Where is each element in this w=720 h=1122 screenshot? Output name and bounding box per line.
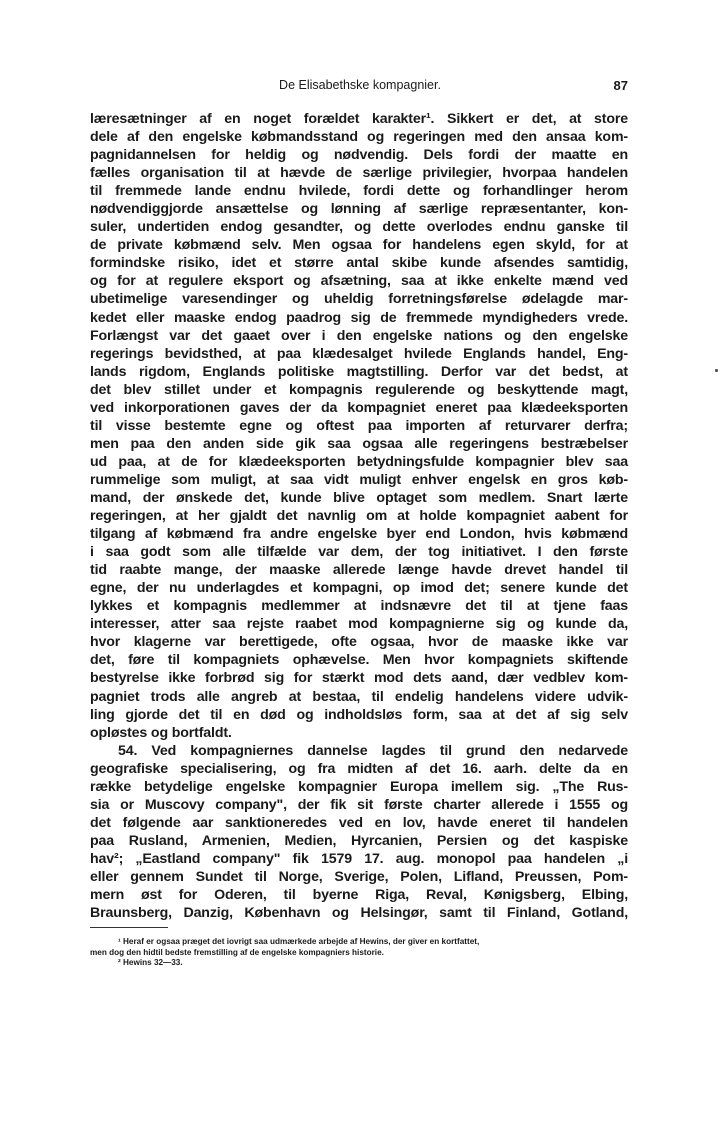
text-line: det, føre til kompagniets ophævelse. Men hvor kompagniets skiftende [90, 652, 628, 669]
text-line: mern øst for Oderen, til byerne Riga, Reval, Kønigsberg, Elbing, [90, 887, 628, 904]
text-line: paa Rusland, Armenien, Medien, Hyrcanien, Persien og det kaspiske [90, 832, 628, 849]
page-number: 87 [613, 78, 628, 93]
text-line: til fremmede lande endnu hvilede, fordi dette og forhandlinger herom [90, 183, 628, 200]
text-line: ud paa, at de for klædeeksporten betydningsfulde kompagnier blev saa [90, 453, 628, 470]
text-line: lykkes et kompagnis medlemmer at indsnævre det til at tjene faas [90, 598, 628, 615]
text-line: geografiske specialisering, og fra midten af det 16. aarh. delte da en [90, 760, 628, 777]
text-line: ved inkorporationen gaves der da kompagniet eneret paa klædeeksporten [90, 399, 628, 416]
text-line: rummelige som muligt, at saa vidt muligt enhver engelsk en gros køb- [90, 471, 628, 488]
text-line: i saa godt som alle tilfælde var dem, der tog initiativet. I den første [90, 544, 628, 561]
text-line: hav²; „Eastland company" fik 1579 17. aug. monopol paa handelen „i [90, 850, 628, 867]
footnote-divider [90, 927, 168, 928]
text-line: Forlængst var det gaaet over i den engelske nations og den engelske [90, 327, 628, 344]
text-line: suler, undertiden endog gesandter, og dette overlodes endnu ganske til [90, 219, 628, 236]
text-line: interesser, atter saa rejste raabet mod kompagnierne sig og kunde da, [90, 616, 628, 633]
text-line: regeringen, at her gjaldt det navnlig om at holde kompagniet aabent for [90, 508, 628, 525]
text-line: tilgang af købmænd fra andre engelske byer end London, hvis købmænd [90, 526, 628, 543]
text-line: række betydelige engelske kompagnier Europa imellem sig. „The Rus- [90, 778, 628, 795]
text-line: formindske risiko, idet et større antal skibe kunde afsendes samtidig, [90, 255, 628, 272]
text-line: bestyrelse ikke forbrød sig for stærkt mod dets aand, dær vedblev kom- [90, 670, 628, 687]
footnotes [90, 937, 630, 969]
text-line: 54. Ved kompagniernes dannelse lagdes til grund den nedarvede [118, 742, 628, 759]
running-header [90, 78, 630, 98]
text-line: tid raabte mange, der maaske allerede længe havde drevet handel til [90, 562, 628, 579]
text-line: dele af den engelske købmandsstand og regeringen med den ansaa kom- [90, 129, 628, 146]
text-line: mand, der ønskede det, kunde blive optaget som medlem. Snart lærte [90, 489, 628, 506]
text-line: det følgende aar sanktioneredes ved en lov, havde eneret til handelen [90, 814, 628, 831]
running-title: De Elisabethske kompagnier. [279, 78, 441, 92]
text-line: læresætninger af en noget forældet karakter¹. Sikkert er det, at store [90, 111, 628, 127]
text-line: fælles organisation til at hævde de særlige privilegier, hvorpaa handelen [90, 165, 628, 182]
body-text [90, 110, 628, 922]
text-line: kedet eller maaske endog paadrog sig de fremmede myndigheders vrede. [90, 309, 628, 326]
text-line: men paa den anden side gik saa ogsaa alle regeringens bestræbelser [90, 435, 628, 452]
text-line: hvor klagerne var berettigede, ofte ogsaa, hvor de maaske ikke var [90, 634, 628, 651]
text-line: ling gjorde det til en død og indholdsløs form, saa at det af sig selv [90, 706, 628, 723]
text-line: lands rigdom, Englands politiske magtstilling. Derfor var det bedst, at [90, 363, 628, 380]
text-line: egne, der nu underlagdes et kompagni, op imod det; senere kunde det [90, 580, 628, 597]
text-line: eller gennem Sundet til Norge, Sverige, Polen, Lifland, Preussen, Pom- [90, 868, 628, 885]
footnote-line: ² Hewins 32—33. [118, 958, 183, 967]
text-line: Braunsberg, Danzig, København og Helsingør, samt til Finland, Gotland, [90, 905, 628, 922]
text-line: pagnidannelsen for heldig og nødvendig. Dels fordi der maatte en [90, 147, 628, 164]
text-line: nødvendiggjorde ansættelse og lønning af særlige repræsentanter, kon- [90, 201, 628, 218]
footnote-line: men dog den hidtil bedste fremstilling af de engelske kompagniers historie. [90, 947, 384, 957]
text-line: regerings bevidsthed, at paa klædesalget hvilede Englands handel, Eng- [90, 345, 628, 362]
text-line: de private købmænd selv. Men ogsaa for handelens egen skyld, for at [90, 237, 628, 254]
text-line: det blev stillet under et kompagnis regulerende og beskyttende magt, [90, 381, 628, 398]
text-line: opløstes og bortfaldt. [90, 724, 232, 741]
text-line: til visse bestemte egne og oftest paa importen af returvarer derfra; [90, 417, 628, 434]
text-line: ubetimelige varesendinger og uheldig forretningsførelse ødelagde mar- [90, 291, 628, 308]
footnote-line: ¹ Heraf er ogsaa præget det iovrigt saa udmærkede arbejde af Hewins, der giver en kortfattet, [118, 937, 480, 946]
text-line: og for at regulere eksport og afsætning, saa at ikke enkelte mænd ved [90, 273, 628, 290]
text-line: sia or Muscovy company", der fik sit første charter allerede i 1555 og [90, 796, 628, 813]
text-line: pagniet trods alle angreb at bestaa, til endelig handelens videre udvik- [90, 688, 628, 705]
scan-mark [715, 369, 718, 372]
